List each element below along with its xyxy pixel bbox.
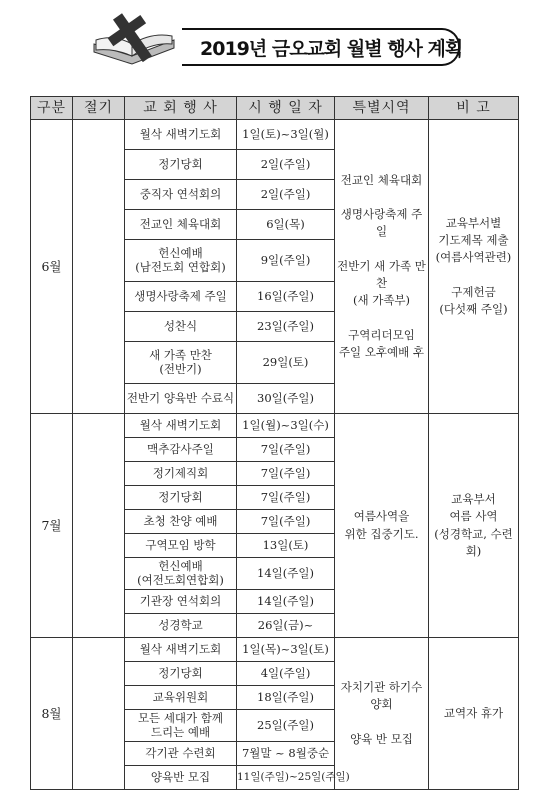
date-cell <box>237 686 335 710</box>
date-cell <box>237 210 335 240</box>
date-cell <box>237 282 335 312</box>
event-plan-table <box>30 96 519 790</box>
date-cell <box>237 486 335 510</box>
special-ministry-cell: 여름사역을 위한 집중기도. <box>335 414 429 638</box>
event-name: 월삭 새벽기도회 <box>139 417 222 432</box>
page-title: 2019년 금오교회 월별 행사 계획 <box>200 38 463 60</box>
table-header-row <box>31 97 519 120</box>
event-cell <box>125 662 237 686</box>
date-cell <box>237 614 335 638</box>
header-special: 특별시역 <box>335 97 429 120</box>
special-ministry-cell: 자치기관 하기수양회 양육 반 모집 <box>335 638 429 790</box>
date-cell <box>237 766 350 790</box>
event-date: 2일(주일) <box>260 186 311 201</box>
event-date: 18일(주일) <box>257 689 314 704</box>
event-name: 정기당회 <box>158 489 203 504</box>
event-cell <box>125 558 237 590</box>
event-date: 14일(주일) <box>257 593 314 608</box>
event-name: 교육위원회 <box>152 689 209 704</box>
date-cell <box>237 510 335 534</box>
event-date: 7일(주일) <box>260 489 311 504</box>
event-date: 13일(토) <box>262 537 309 552</box>
date-cell <box>237 742 335 766</box>
date-cell <box>237 384 335 414</box>
table-row <box>31 414 519 438</box>
event-cell <box>125 638 237 662</box>
event-cell <box>125 312 237 342</box>
table-body <box>31 120 519 790</box>
event-cell <box>125 414 237 438</box>
event-date: 14일(주일) <box>257 565 314 580</box>
table-row <box>31 120 519 150</box>
note-cell: 교역자 휴가 <box>429 638 519 790</box>
date-cell <box>237 438 335 462</box>
event-name: 성경학교 <box>158 617 203 632</box>
event-cell <box>125 342 237 384</box>
event-name: 헌신예배 (여전도회연합회) <box>137 558 224 587</box>
event-name: 성찬식 <box>163 318 198 333</box>
event-cell <box>125 210 237 240</box>
event-name: 전반기 양육반 수료식 <box>126 390 235 405</box>
date-cell <box>237 638 335 662</box>
event-date: 30일(주일) <box>257 390 314 405</box>
event-date: 23일(주일) <box>257 318 314 333</box>
event-date: 1일(목)~3일(토) <box>242 641 329 656</box>
header-event: 교 회 행 사 <box>125 97 237 120</box>
note-cell: 교육부서 여름 사역 (성경학교, 수련회) <box>429 414 519 638</box>
event-cell <box>125 438 237 462</box>
event-date: 4일(주일) <box>260 665 311 680</box>
event-name: 정기당회 <box>158 665 203 680</box>
event-name: 중직자 연석회의 <box>139 186 222 201</box>
date-cell <box>237 150 335 180</box>
event-cell <box>125 282 237 312</box>
event-cell <box>125 120 237 150</box>
date-cell <box>237 534 335 558</box>
header-note: 비 고 <box>429 97 519 120</box>
event-date: 7일(주일) <box>260 465 311 480</box>
date-cell <box>237 662 335 686</box>
event-cell <box>125 710 237 742</box>
season-cell <box>73 120 125 414</box>
event-name: 기관장 연석회의 <box>139 593 222 608</box>
table-row <box>31 638 519 662</box>
page-header <box>0 0 547 80</box>
header-category: 구분 <box>31 97 73 120</box>
event-name: 월삭 새벽기도회 <box>139 641 222 656</box>
event-date: 6일(목) <box>266 216 305 231</box>
special-ministry-cell: 전교인 체육대회 생명사랑축제 주일 전반기 새 가족 만찬 (새 가족부) 구역리더모임 주일 오후예배 후 <box>335 120 429 414</box>
season-cell <box>73 638 125 790</box>
event-date: 9일(주일) <box>260 252 311 267</box>
event-name: 모든 세대가 함께 드리는 예배 <box>137 710 224 739</box>
event-name: 헌신예배 (남전도회 연합회) <box>135 245 226 274</box>
event-name: 월삭 새벽기도회 <box>139 126 222 141</box>
event-name: 생명사랑축제 주일 <box>134 288 227 303</box>
event-cell <box>125 686 237 710</box>
month-label: 8월 <box>31 638 73 790</box>
event-name: 초청 찬양 예배 <box>143 513 218 528</box>
bible-cross-icon <box>86 10 178 74</box>
season-cell <box>73 414 125 638</box>
event-date: 1일(월)~3일(수) <box>242 417 329 432</box>
date-cell <box>237 462 335 486</box>
date-cell <box>237 312 335 342</box>
date-cell <box>237 342 335 384</box>
date-cell <box>237 414 335 438</box>
event-cell <box>125 742 237 766</box>
note-cell: 교육부서별 기도제목 제출 (여름사역관련) 구제헌금 (다섯째 주일) <box>429 120 519 414</box>
event-date: 2일(주일) <box>260 156 311 171</box>
event-date: 11일(주일)~25일(주일) <box>237 771 350 784</box>
month-label: 6월 <box>31 120 73 414</box>
event-cell <box>125 150 237 180</box>
event-cell <box>125 180 237 210</box>
event-cell <box>125 384 237 414</box>
event-name: 맥추감사주일 <box>147 441 214 456</box>
header-date: 시 행 일 자 <box>237 97 335 120</box>
event-cell <box>125 462 237 486</box>
event-name: 새 가족 만찬 (전반기) <box>149 347 212 376</box>
event-name: 양육반 모집 <box>150 769 211 784</box>
event-date: 16일(주일) <box>257 288 314 303</box>
event-date: 7일(주일) <box>260 441 311 456</box>
event-name: 정기당회 <box>158 156 203 171</box>
event-name: 각기관 수련회 <box>145 745 216 760</box>
event-cell <box>125 766 237 790</box>
event-cell <box>125 614 237 638</box>
date-cell <box>237 240 335 282</box>
title-banner <box>182 28 463 66</box>
event-date: 29일(토) <box>262 354 309 369</box>
event-cell <box>125 534 237 558</box>
date-cell <box>237 558 335 590</box>
month-label: 7월 <box>31 414 73 638</box>
event-date: 25일(주일) <box>257 717 314 732</box>
event-date: 1일(토)~3일(월) <box>242 126 329 141</box>
event-date: 26일(금)~ <box>257 617 314 632</box>
date-cell <box>237 590 335 614</box>
event-name: 정기제직회 <box>152 465 209 480</box>
event-cell <box>125 240 237 282</box>
event-name: 전교인 체육대회 <box>139 216 222 231</box>
event-cell <box>125 510 237 534</box>
event-cell <box>125 486 237 510</box>
event-cell <box>125 590 237 614</box>
date-cell <box>237 120 335 150</box>
event-date: 7월말 ~ 8월중순 <box>241 745 330 760</box>
date-cell <box>237 180 335 210</box>
event-name: 구역모임 방학 <box>145 537 216 552</box>
date-cell <box>237 710 335 742</box>
event-date: 7일(주일) <box>260 513 311 528</box>
header-season: 절기 <box>73 97 125 120</box>
